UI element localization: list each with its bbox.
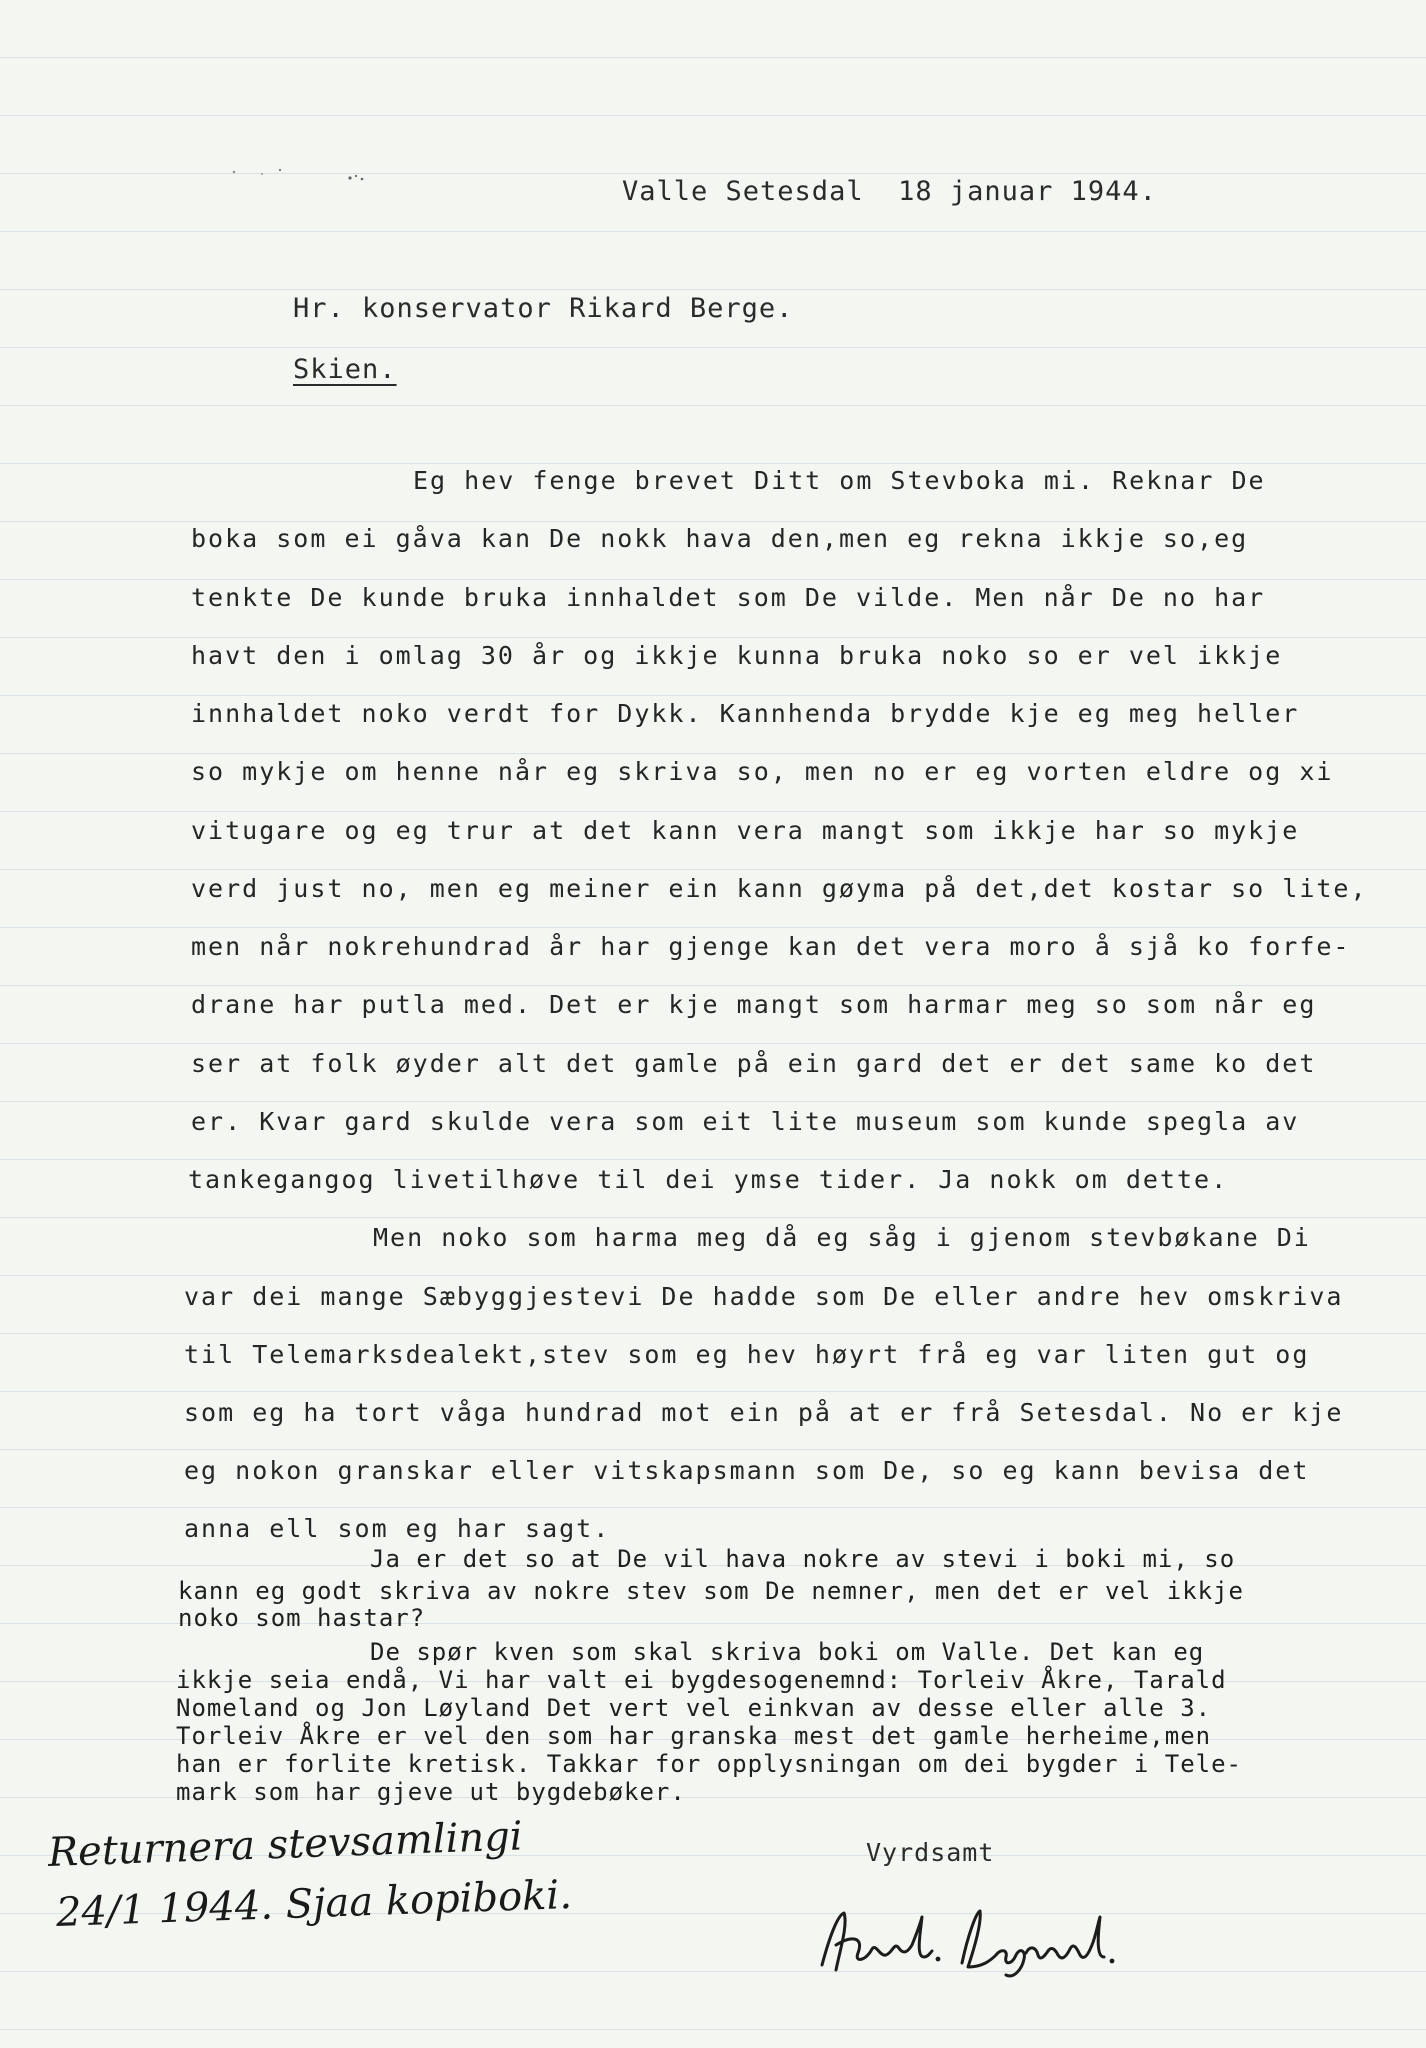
handwritten-note-line1: Returnera stevsamlingi — [47, 1813, 524, 1876]
body-line: til Telemarksdealekt,stev som eg hev høyrt frå eg var liten gut og — [184, 1340, 1310, 1369]
letter-city — [293, 354, 397, 385]
body-line: ikkje seia endå, Vi har valt ei bygdesogenemnd: Torleiv Åkre, Tarald — [176, 1666, 1227, 1694]
body-line: eg nokon granskar eller vitskapsmann som De, so eg kann bevisa det — [184, 1456, 1310, 1485]
body-line: Nomeland og Jon Løyland Det vert vel einkvan av desse eller alle 3. — [176, 1694, 1212, 1722]
body-line: boka som ei gåva kan De nokk hava den,men eg rekna ikkje so,eg — [191, 524, 1249, 553]
body-line: havt den i omlag 30 år og ikkje kunna bruka noko so er vel ikkje — [191, 641, 1283, 670]
paper-specks — [222, 164, 382, 194]
handwritten-signature — [812, 1895, 1122, 1985]
body-line: innhaldet noko verdt for Dykk. Kannhenda brydde kje eg meg heller — [191, 699, 1300, 728]
body-line: han er forlite kretisk. Takkar for opplysningan om dei bygder i Tele- — [176, 1750, 1242, 1778]
letter-closing: Vyrdsamt — [866, 1838, 995, 1867]
letter-city-text: Skien. — [293, 354, 397, 385]
body-line: Eg hev fenge brevet Ditt om Stevboka mi. Reknar De — [413, 466, 1266, 495]
body-line: men når nokrehundrad år har gjenge kan det vera moro å sjå ko forfe- — [191, 932, 1351, 961]
body-line: anna ell som eg har sagt. — [184, 1514, 611, 1543]
body-line: Men noko som harma meg då eg såg i gjenom stevbøkane Di — [373, 1223, 1311, 1252]
letter-addressee: Hr. konservator Rikard Berge. — [293, 293, 794, 324]
body-line: so mykje om henne når eg skriva so, men no er eg vorten eldre og xi — [191, 757, 1334, 786]
body-line: tenkte De kunde bruka innhaldet som De vilde. Men når De no har — [191, 583, 1266, 612]
body-line: Ja er det so at De vil hava nokre av stevi i boki mi, so — [370, 1545, 1236, 1573]
handwritten-note-line2: 24/1 1944. Sjaa kopiboki. — [55, 1872, 573, 1936]
body-line: vitugare og eg trur at det kann vera mangt som ikkje har so mykje — [191, 816, 1300, 845]
letter-date-line: Valle Setesdal 18 januar 1944. — [622, 176, 1157, 207]
body-line: var dei mange Sæbyggjestevi De hadde som De eller andre hev omskriva — [184, 1282, 1344, 1311]
body-line: er. Kvar gard skulde vera som eit lite museum som kunde spegla av — [191, 1107, 1300, 1136]
body-line: tankegangog livetilhøve til dei ymse tider. Ja nokk om dette. — [188, 1165, 1229, 1194]
body-line: som eg ha tort våga hundrad mot ein på at er frå Setesdal. No er kje — [184, 1398, 1344, 1427]
body-line: De spør kven som skal skriva boki om Valle. Det kan eg — [370, 1638, 1205, 1666]
body-line: Torleiv Åkre er vel den som har granska mest det gamle herheime,men — [176, 1722, 1212, 1750]
body-line: mark som har gjeve ut bygdebøker. — [176, 1778, 686, 1806]
body-line: noko som hastar? — [178, 1604, 426, 1632]
body-line: kann eg godt skriva av nokre stev som De nemner, men det er vel ikkje — [178, 1577, 1244, 1605]
body-line: drane har putla med. Det er kje mangt som harmar meg so som når eg — [191, 990, 1317, 1019]
body-line: ser at folk øyder alt det gamle på ein gard det er det same ko det — [191, 1049, 1317, 1078]
body-line: verd just no, men eg meiner ein kann gøyma på det,det kostar so lite, — [191, 874, 1368, 903]
